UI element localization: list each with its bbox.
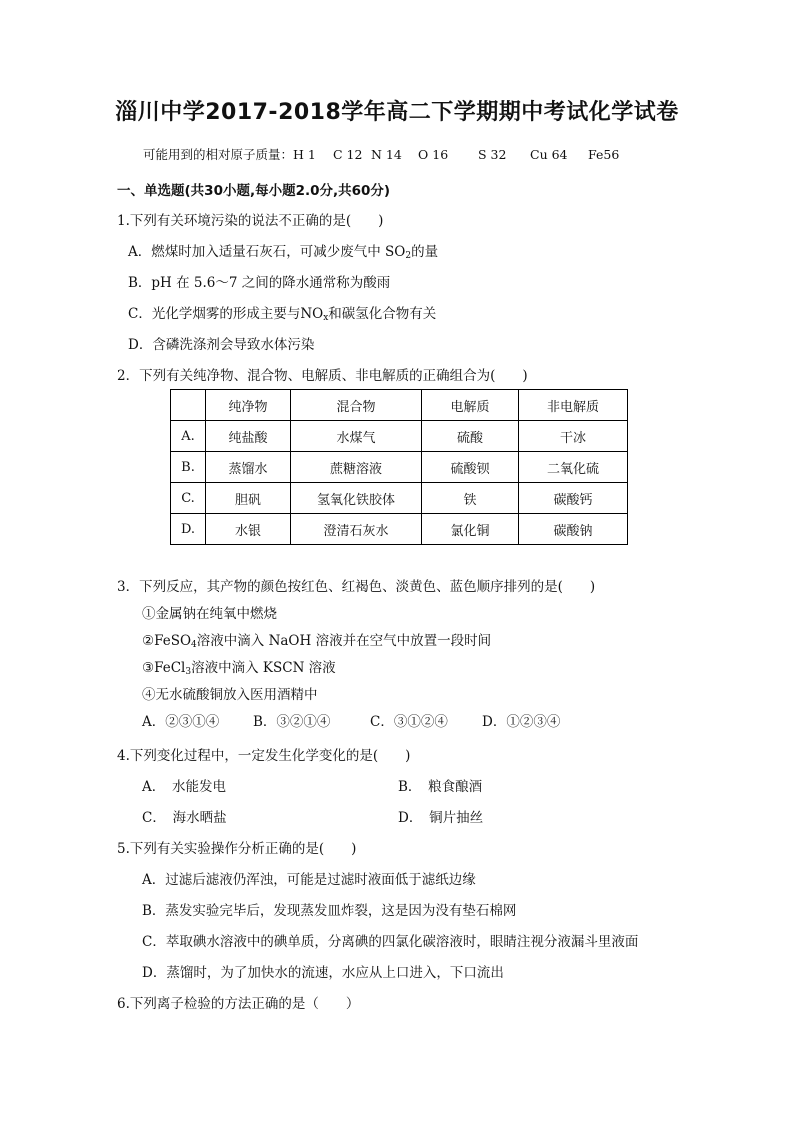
mass-h: H 1 [293, 147, 316, 162]
masses-label: 可能用到的相对原子质量： [143, 147, 294, 162]
mass-o: O 16 [418, 147, 449, 162]
question-1-option-a: A．燃煤时加入适量石灰石，可减少废气中 $SO_2$的量 [128, 244, 439, 261]
table-cell: 澄清石灰水 [291, 514, 422, 545]
table-cell: 非电解质 [519, 390, 628, 421]
question-3-option-d: D．①②③④ [482, 714, 561, 730]
table-cell: 碳酸钙 [519, 483, 628, 514]
table-cell: 蔗糖溶液 [291, 452, 422, 483]
question-4-stem: 4.下列变化过程中，一定发生化学变化的是( ) [117, 748, 411, 764]
question-3-option-c: C．③①②④ [370, 714, 448, 730]
question-1-option-c: C．光化学烟雾的形成主要与$NO_x$和碳氢化合物有关 [128, 306, 437, 323]
table-cell: 蒸馏水 [206, 452, 291, 483]
atomic-masses [143, 145, 619, 163]
table-cell: 硫酸 [422, 421, 519, 452]
question-5-option-d: D．蒸馏时，为了加快水的流速，水应从上口进入，下口流出 [142, 965, 504, 981]
table-cell: A. [171, 421, 206, 452]
question-5-option-b: B．蒸发实验完毕后，发现蒸发皿炸裂，这是因为没有垫石棉网 [142, 903, 517, 919]
question-5-option-a: A．过滤后滤液仍浑浊，可能是过滤时液面低于滤纸边缘 [142, 872, 476, 888]
table-cell: 水煤气 [291, 421, 422, 452]
mass-cu: Cu 64 [530, 147, 568, 162]
table-row [171, 514, 628, 545]
question-2-table [170, 389, 628, 545]
question-4-option-b: B． 粮食酿酒 [398, 779, 483, 795]
mass-fe: Fe56 [588, 147, 620, 162]
mass-n: N 14 [371, 147, 402, 162]
table-cell: D. [171, 514, 206, 545]
question-5-stem: 5.下列有关实验操作分析正确的是( ) [117, 841, 357, 857]
question-3-option-b: B．③②①④ [253, 714, 331, 730]
table-cell: 铁 [422, 483, 519, 514]
question-6-stem: 6.下列离子检验的方法正确的是（ ） [117, 996, 360, 1012]
table-cell: C. [171, 483, 206, 514]
question-2-stem: 2．下列有关纯净物、混合物、电解质、非电解质的正确组合为( ) [117, 368, 528, 384]
table-cell: 混合物 [291, 390, 422, 421]
table-cell: 纯净物 [206, 390, 291, 421]
question-3-item-2: ②FeSO$_4$溶液中滴入 NaOH 溶液并在空气中放置一段时间 [142, 633, 492, 650]
question-5-option-c: C．萃取碘水溶液中的碘单质，分离碘的四氯化碳溶液时，眼睛注视分液漏斗里液面 [142, 934, 639, 950]
question-1-stem: 1.下列有关环境污染的说法不正确的是( ) [117, 213, 384, 229]
question-3-item-3: ③FeCl$_3$溶液中滴入 KSCN 溶液 [142, 660, 336, 677]
section-heading: 一、单选题(共30小题,每小题2.0分,共60分) [117, 183, 391, 199]
table-cell: B. [171, 452, 206, 483]
table-cell: 干冰 [519, 421, 628, 452]
question-3-stem: 3．下列反应，其产物的颜色按红色、红褐色、淡黄色、蓝色顺序排列的是( ) [117, 579, 596, 595]
table-cell: 碳酸钠 [519, 514, 628, 545]
page-title: 淄川中学2017-2018学年高二下学期期中考试化学试卷 [115, 100, 679, 125]
mass-c: C 12 [333, 147, 363, 162]
mass-s: S 32 [478, 147, 507, 162]
question-3-option-a: A．②③①④ [142, 714, 220, 730]
question-4-option-a: A． 水能发电 [142, 779, 226, 795]
table-row [171, 421, 628, 452]
table-cell: 水银 [206, 514, 291, 545]
table-cell: 纯盐酸 [206, 421, 291, 452]
table-cell: 硫酸钡 [422, 452, 519, 483]
table-cell: 电解质 [422, 390, 519, 421]
question-1-option-b: B．pH 在 5.6～7 之间的降水通常称为酸雨 [128, 275, 391, 291]
question-4-option-d: D． 铜片抽丝 [398, 810, 484, 826]
table-header-row [171, 390, 628, 421]
table-cell: 氢氧化铁胶体 [291, 483, 422, 514]
question-3-item-4: ④无水硫酸铜放入医用酒精中 [142, 687, 318, 703]
table-cell: 胆矾 [206, 483, 291, 514]
table-cell: 氯化铜 [422, 514, 519, 545]
question-3-item-1: ①金属钠在纯氧中燃烧 [142, 606, 277, 622]
question-1-option-d: D．含磷洗涤剂会导致水体污染 [128, 337, 315, 353]
table-row [171, 483, 628, 514]
table-cell [171, 390, 206, 421]
question-4-option-c: C． 海水晒盐 [142, 810, 227, 826]
table-row [171, 452, 628, 483]
table-cell: 二氧化硫 [519, 452, 628, 483]
